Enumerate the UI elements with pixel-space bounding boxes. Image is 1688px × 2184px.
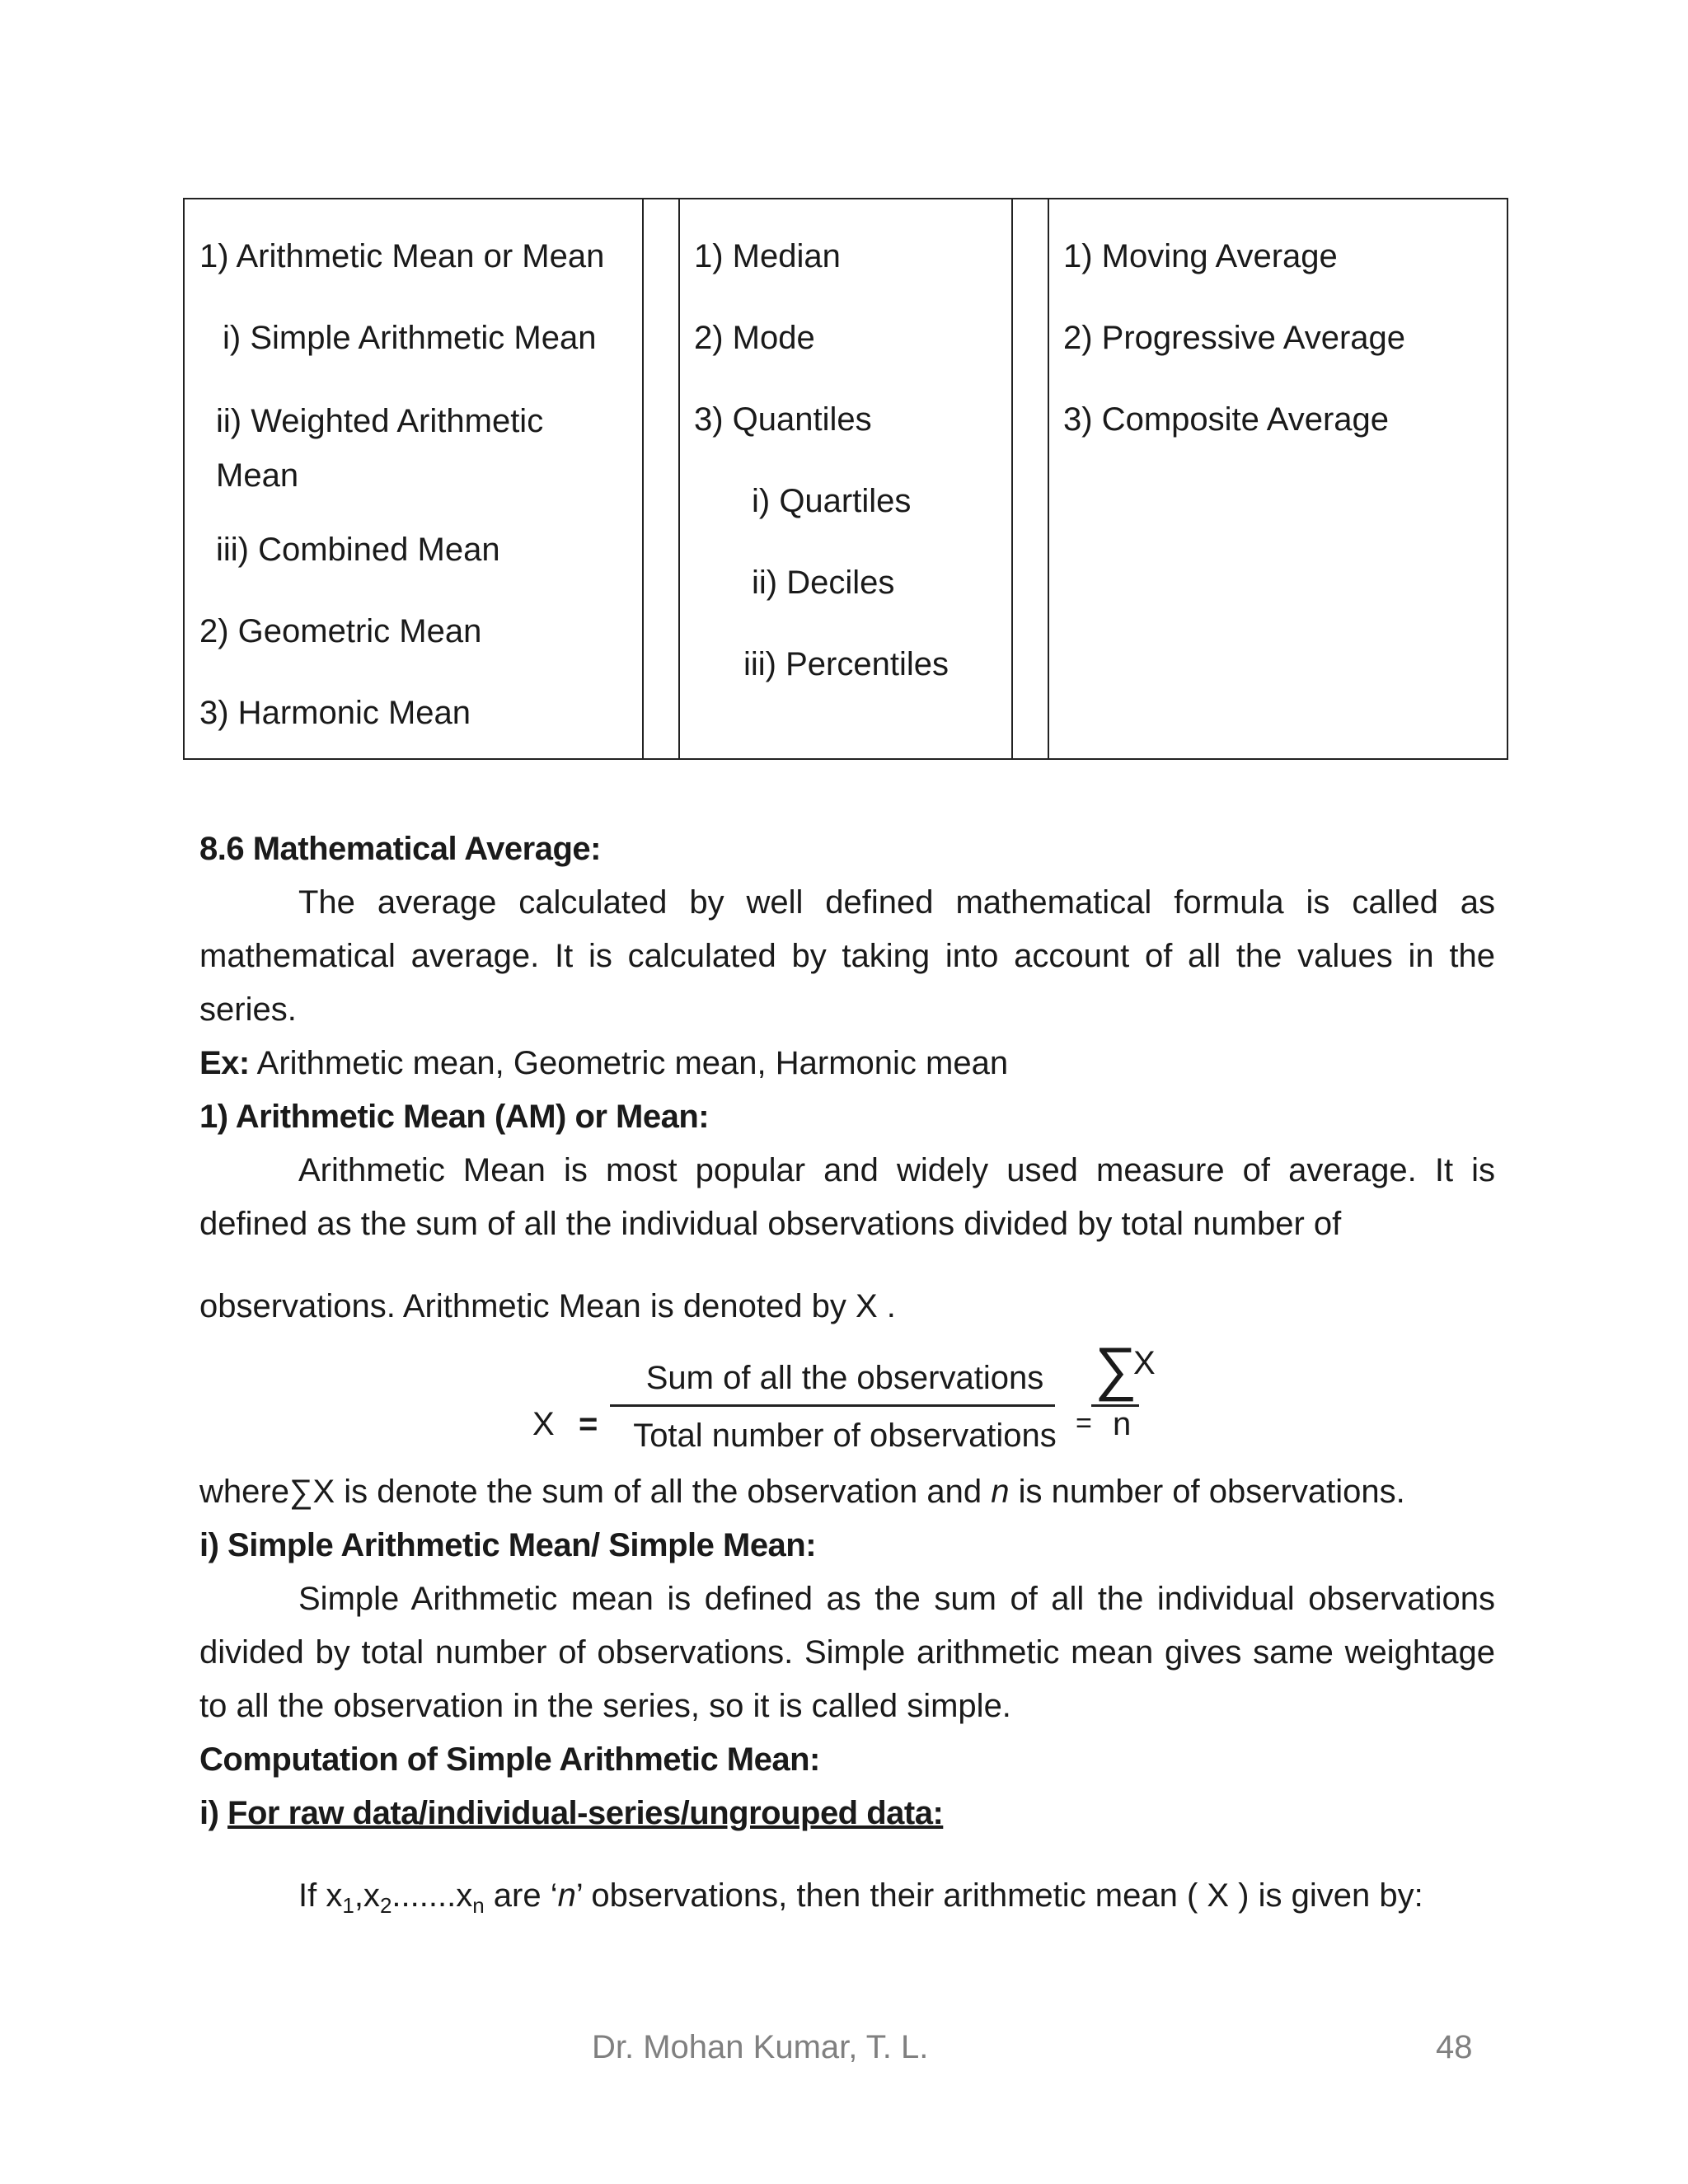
footer-author: Dr. Mohan Kumar, T. L. [592, 2029, 929, 2065]
raw-data-heading [199, 1787, 1495, 1840]
table-cell: 1) Median [694, 238, 841, 274]
table-cell: 1) Arithmetic Mean or Mean [199, 238, 605, 274]
am-paragraph: Arithmetic Mean is most popular and widely used measure of average. It is defined as the sum of all the individual observations divided by total number of [199, 1152, 1495, 1242]
section-heading: 8.6 Mathematical Average: [199, 831, 601, 867]
raw-data-prefix: i) [199, 1795, 228, 1831]
n-italic: n [557, 1877, 576, 1914]
formula-numerator: Sum of all the observations [645, 1360, 1044, 1396]
observations-text-end: ’ observations, then their arithmetic mean ( X ) is given by: [575, 1877, 1423, 1914]
table-divider [1011, 199, 1013, 758]
table-column-mathematical [199, 216, 628, 754]
table-cell: ii) Deciles [752, 565, 895, 601]
table-cell: 2) Progressive Average [1063, 320, 1406, 356]
formula-n: n [1113, 1406, 1132, 1442]
am-formula [528, 1335, 1187, 1467]
table-cell: i) Quartiles [752, 483, 912, 519]
are-text: are ‘ [484, 1877, 558, 1914]
table-cell: 1) Moving Average [1063, 238, 1338, 274]
page-number: 48 [1436, 2029, 1473, 2065]
fraction-bar [610, 1404, 1055, 1407]
where-text-end: is number of observations. [1009, 1474, 1405, 1510]
table-cell: 2) Mode [694, 320, 815, 356]
where-text: where∑X is denote the sum of all the observation and [199, 1474, 992, 1510]
table-cell: iii) Percentiles [743, 646, 949, 682]
examples-line [199, 1037, 1495, 1090]
where-n: n [991, 1474, 1010, 1510]
am-paragraph-end: observations. Arithmetic Mean is denoted by X . [199, 1288, 896, 1324]
formula-lhs: X [532, 1406, 555, 1442]
simple-mean-heading: i) Simple Arithmetic Mean/ Simple Mean: [199, 1527, 817, 1563]
section-paragraph: The average calculated by well defined mathematical formula is called as mathematical average. It is calculated by taking into account of all the values in the series. [199, 884, 1495, 1028]
table-cell: 2) Geometric Mean [199, 613, 482, 649]
examples-label: Ex: [199, 1045, 250, 1081]
table-cell: i) Simple Arithmetic Mean [223, 320, 597, 356]
where-line [199, 1465, 1495, 1519]
computation-heading: Computation of Simple Arithmetic Mean: [199, 1741, 820, 1778]
if-text: If x [298, 1877, 343, 1914]
table-cell: iii) Combined Mean [216, 532, 500, 568]
xn-text: .......x [392, 1877, 473, 1914]
table-column-commercial [1063, 216, 1492, 461]
table-cell: 3) Harmonic Mean [199, 695, 471, 731]
table-cell: 3) Quantiles [694, 401, 872, 438]
table-divider [1048, 199, 1049, 758]
subscript-2: 2 [379, 1893, 392, 1918]
formula-equals-2: = [1076, 1408, 1092, 1439]
subscript-n: n [472, 1893, 485, 1918]
am-heading: 1) Arithmetic Mean (AM) or Mean: [199, 1099, 710, 1135]
table-cell: 3) Composite Average [1063, 401, 1390, 438]
formula-equals: = [579, 1406, 598, 1442]
table-divider [642, 199, 644, 758]
observations-line [199, 1869, 1495, 1923]
sigma-symbol: ∑ [1095, 1336, 1137, 1402]
subscript-1: 1 [342, 1893, 354, 1918]
simple-mean-paragraph: Simple Arithmetic mean is defined as the sum of all the individual observations divided by total number of observations. Simple arithmetic mean gives same weightage to all the observation in the series, so it is called simple. [199, 1581, 1495, 1724]
table-cell: ii) Weighted Arithmetic Mean [216, 403, 544, 494]
table-divider [678, 199, 680, 758]
raw-data-title: For raw data/individual-series/ungrouped data: [227, 1795, 944, 1831]
formula-denominator: Total number of observations [633, 1418, 1057, 1454]
classification-table [183, 198, 1508, 760]
x2-text: ,x [354, 1877, 380, 1914]
examples-text: Arithmetic mean, Geometric mean, Harmonic mean [249, 1045, 1009, 1081]
table-column-positional [694, 216, 1007, 705]
sigma-variable: X [1133, 1345, 1156, 1381]
